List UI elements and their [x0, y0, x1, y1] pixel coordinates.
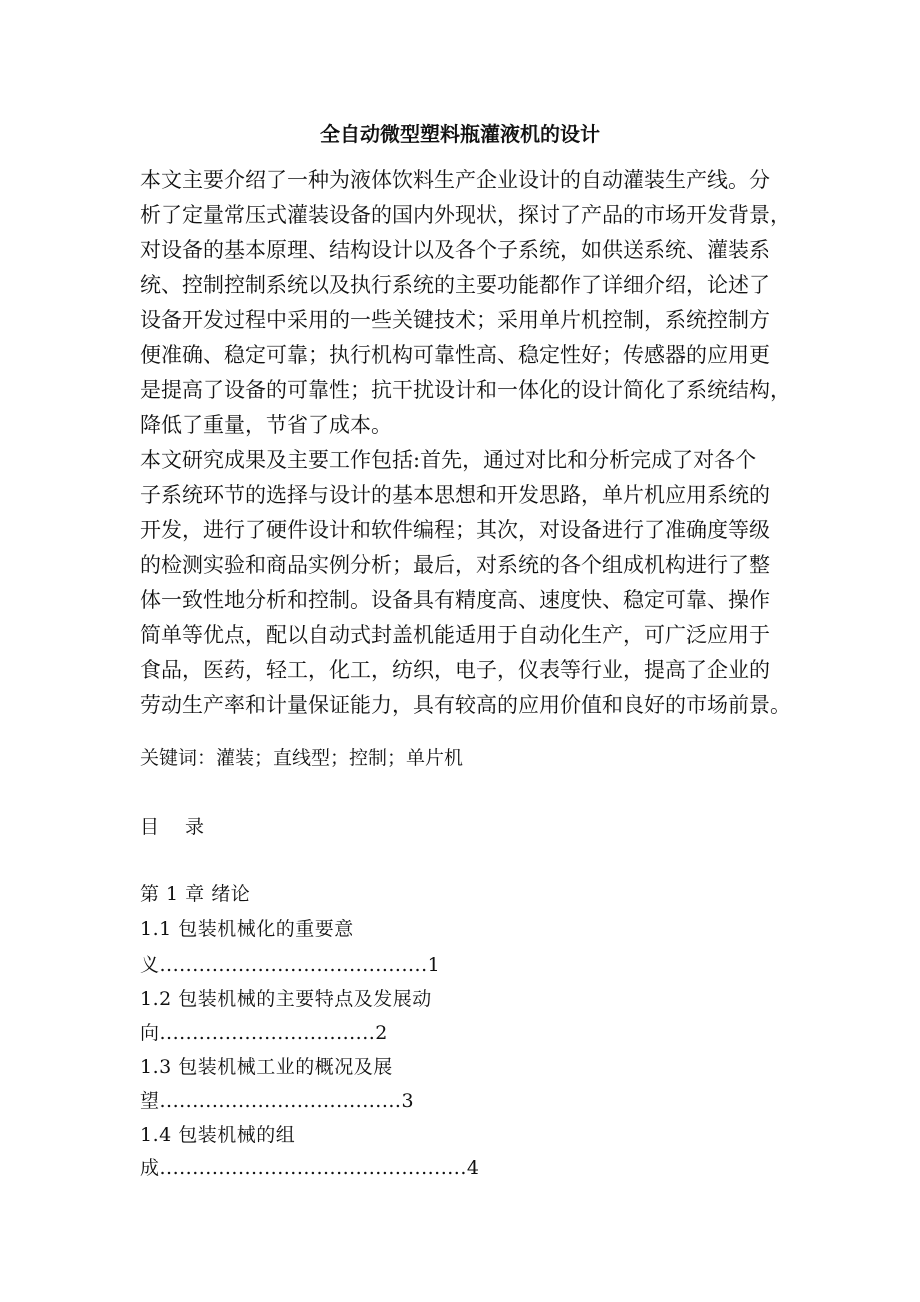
abstract-p1-line-1: 本文主要介绍了一种为液体饮料生产企业设计的自动灌装生产线。分 — [140, 168, 770, 192]
keywords: 关键词：灌装；直线型；控制；单片机 — [140, 747, 464, 769]
toc-entry-1-4-leader: 成...............................................4 — [140, 1157, 480, 1179]
abstract-p2-line-8: 劳动生产率和计量保证能力，具有较高的应用价值和良好的市场前景。 — [140, 693, 791, 717]
toc-chapter-1: 第 1 章 绪论 — [140, 883, 251, 905]
toc-heading: 目 录 — [140, 816, 215, 838]
abstract-p2-line-2: 子系统环节的选择与设计的基本思想和开发思路，单片机应用系统的 — [140, 483, 770, 507]
toc-entry-1-3-leader: 望.....................................3 — [140, 1090, 415, 1112]
document-title: 全自动微型塑料瓶灌液机的设计 — [320, 122, 600, 146]
toc-entry-1-4-title: 1.4 包装机械的组 — [140, 1124, 296, 1146]
toc-entry-1-2-title: 1.2 包装机械的主要特点及发展动 — [140, 988, 432, 1010]
abstract-p1-line-7: 是提高了设备的可靠性；抗干扰设计和一体化的设计简化了系统结构， — [140, 378, 791, 402]
abstract-p1-line-2: 析了定量常压式灌装设备的国内外现状，探讨了产品的市场开发背景， — [140, 203, 791, 227]
abstract-p2-line-1: 本文研究成果及主要工作包括:首先，通过对比和分析完成了对各个 — [140, 448, 757, 472]
abstract-p2-line-6: 简单等优点，配以自动式封盖机能适用于自动化生产，可广泛应用于 — [140, 623, 770, 647]
toc-entry-1-1-title: 1.1 包装机械化的重要意 — [140, 918, 354, 940]
toc-entry-1-2-leader: 向.................................2 — [140, 1022, 388, 1044]
abstract-p1-line-5: 设备开发过程中采用的一些关键技术；采用单片机控制，系统控制方 — [140, 308, 770, 332]
abstract-p1-line-3: 对设备的基本原理、结构设计以及各个子系统，如供送系统、灌装系 — [140, 238, 770, 262]
abstract-p1-line-6: 便准确、稳定可靠；执行机构可靠性高、稳定性好；传感器的应用更 — [140, 343, 770, 367]
abstract-p2-line-4: 的检测实验和商品实例分析；最后，对系统的各个组成机构进行了整 — [140, 553, 770, 577]
abstract-p1-line-8: 降低了重量，节省了成本。 — [140, 413, 392, 437]
abstract-p2-line-7: 食品，医药，轻工，化工，纺织，电子，仪表等行业，提高了企业的 — [140, 658, 770, 682]
toc-entry-1-3-title: 1.3 包装机械工业的概况及展 — [140, 1056, 393, 1078]
toc-entry-1-1-leader: 义.........................................1 — [140, 954, 441, 976]
abstract-p2-line-3: 开发，进行了硬件设计和软件编程；其次，对设备进行了准确度等级 — [140, 518, 770, 542]
abstract-p2-line-5: 体一致性地分析和控制。设备具有精度高、速度快、稳定可靠、操作 — [140, 588, 770, 612]
abstract-p1-line-4: 统、控制控制系统以及执行系统的主要功能都作了详细介绍，论述了 — [140, 273, 770, 297]
